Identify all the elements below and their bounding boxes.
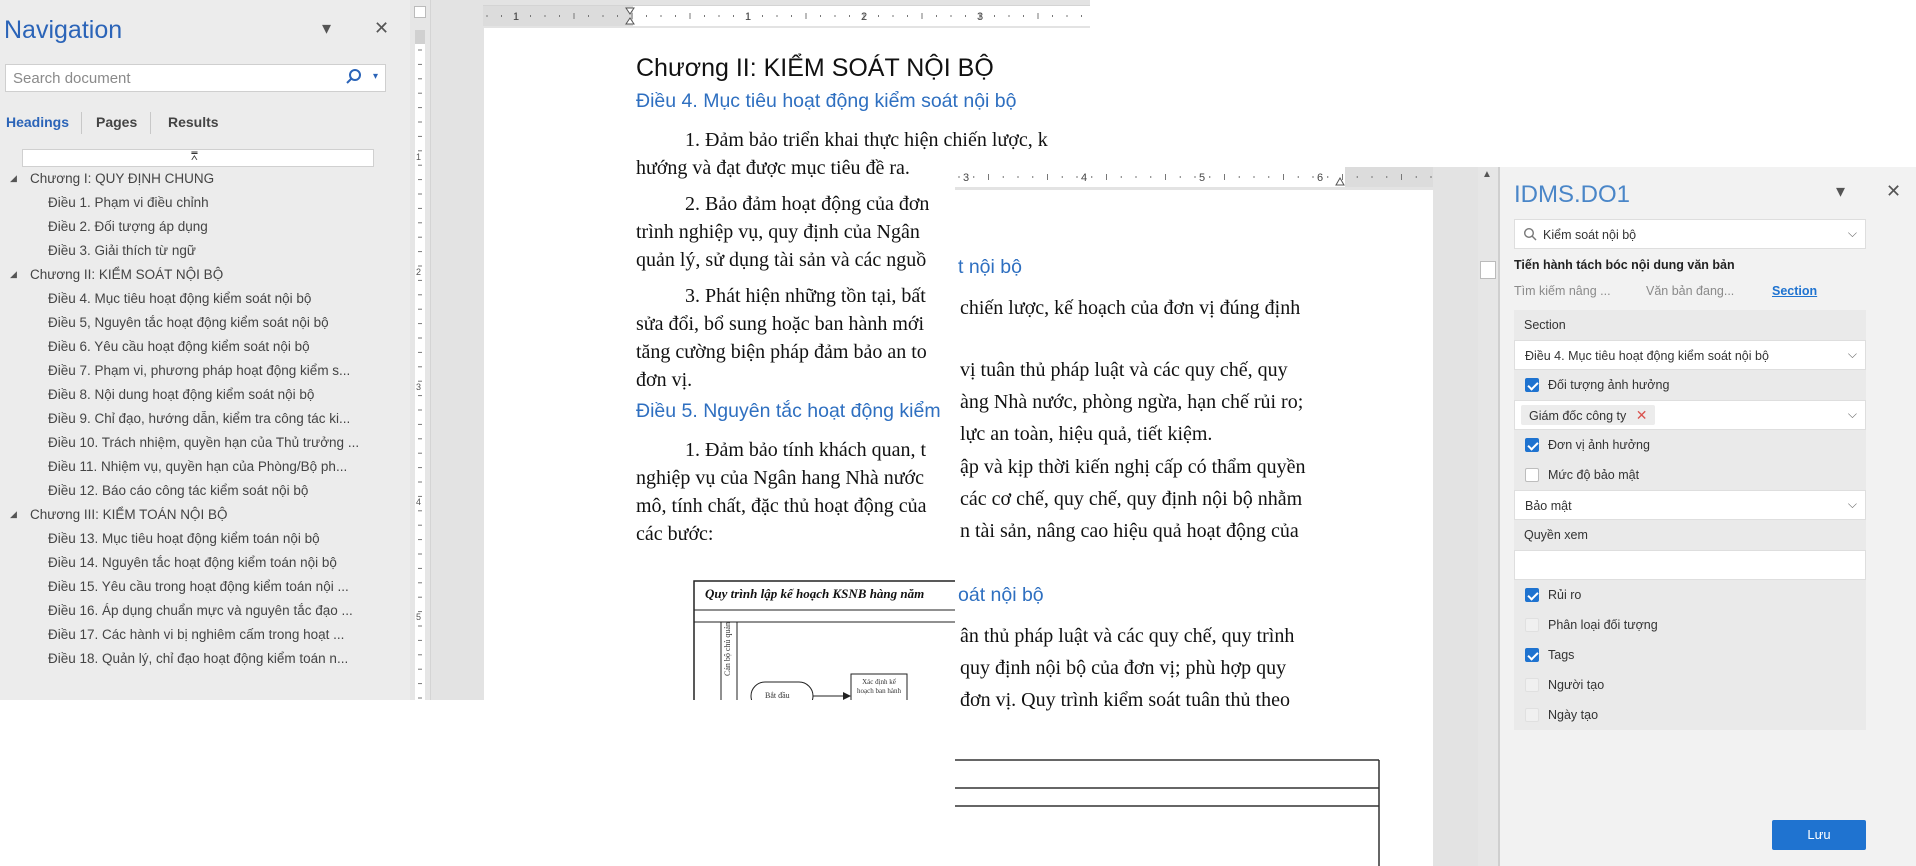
paragraph-line: mô, tính chất, đặc thủ hoạt động của	[636, 495, 927, 517]
paragraph-line: ập và kịp thời kiến nghị cấp có thẩm quyền	[960, 456, 1306, 478]
bao-mat-select[interactable]	[1514, 490, 1866, 520]
tree-item-label: Điều 8. Nội dung hoạt động kiểm soát nội bộ	[48, 387, 315, 402]
save-button[interactable]: Lưu	[1772, 820, 1866, 850]
muc-do-checkbox[interactable]	[1525, 468, 1539, 482]
ruler-number: 3	[963, 172, 970, 184]
checkbox-row-phan-loai[interactable]	[1514, 610, 1866, 640]
paragraph-line: n tài sản, nâng cao hiệu quả hoạt động của	[960, 520, 1299, 542]
tree-article-item[interactable]	[0, 552, 400, 574]
close-icon[interactable]: ✕	[374, 18, 390, 38]
collapse-all-bar[interactable]	[22, 149, 374, 167]
paragraph-line: chiến lược, kế hoạch của đơn vị đúng định	[960, 297, 1301, 319]
tree-item-label: Điều 13. Mục tiêu hoạt động kiểm toán nội bộ	[48, 531, 320, 546]
ruler-number: 1	[745, 11, 752, 23]
tree-item-label: Điều 6. Yêu cầu hoạt động kiểm soát nội bộ	[48, 339, 310, 354]
ruler-number: 4	[1081, 172, 1088, 184]
tree-article-item[interactable]	[0, 624, 400, 646]
tree-item-label: Điều 12. Báo cáo công tác kiểm soát nội bộ	[48, 483, 309, 498]
checkbox-row-ngay-tao[interactable]	[1514, 700, 1866, 730]
paragraph-line: các cơ chế, quy chế, quy định nội bộ nhằm	[960, 488, 1303, 510]
checkbox-row-don-vi[interactable]	[1514, 430, 1866, 460]
article-heading: oát nội bộ	[958, 584, 1044, 606]
tree-chapter-item[interactable]	[0, 264, 400, 286]
figure-title: Quy trình lập kế hoạch KSNB hàng năm	[705, 586, 925, 601]
paragraph-line: 1. Đảm bảo tính khách quan, t	[685, 439, 927, 461]
tab-current-document[interactable]: Văn bản đang...	[1646, 284, 1735, 298]
tree-article-item[interactable]	[0, 456, 400, 478]
vruler-number: 5	[416, 612, 422, 622]
vruler-number: 2	[416, 267, 422, 277]
vertical-scrollbar[interactable]	[1478, 167, 1498, 866]
tree-item-label: Điều 15. Yêu cầu trong hoạt động kiểm toán nội ...	[48, 579, 349, 594]
section-label: Section	[1524, 318, 1566, 332]
scroll-up-icon[interactable]: ▲	[1482, 169, 1492, 180]
article-heading: t nội bộ	[958, 256, 1022, 278]
idms-task-pane	[1500, 167, 1916, 866]
collapse-all-icon[interactable]: ⩞	[191, 151, 198, 163]
doi-tuong-select[interactable]	[1514, 400, 1866, 430]
tree-item-label: Điều 7. Phạm vi, phương pháp hoạt động kiểm s...	[48, 363, 351, 378]
table-outline	[955, 758, 1433, 866]
tab-results[interactable]: Results	[168, 114, 219, 130]
first-line-indent-marker[interactable]	[626, 8, 634, 14]
tree-article-item[interactable]	[0, 312, 400, 334]
paragraph-line: các bước:	[636, 523, 714, 545]
scroll-thumb[interactable]	[1480, 261, 1496, 279]
vruler-number: 1	[416, 152, 422, 162]
figure-swimlane-label: Cán bộ chủ quản	[723, 622, 732, 676]
chevron-down-icon[interactable]: ⌵	[1847, 497, 1857, 511]
tree-item-label: Điều 3. Giải thích từ ngữ	[48, 243, 196, 258]
ruler-number: 2	[861, 11, 868, 23]
horizontal-ruler-2	[955, 167, 1433, 187]
tree-article-item[interactable]	[0, 480, 400, 502]
tree-article-item[interactable]	[0, 216, 400, 238]
nguoi-tao-label: Người tạo	[1548, 678, 1605, 692]
doi-tuong-checkbox[interactable]	[1525, 378, 1539, 392]
section-select[interactable]	[1514, 340, 1866, 370]
paragraph-line: quy định nội bộ của đơn vị; phù hợp quy	[960, 657, 1287, 679]
tree-item-label: Điều 9. Chỉ đạo, hướng dẫn, kiểm tra công tác ki...	[48, 411, 351, 426]
chapter-heading: Chương II: KIỂM SOÁT NỘI BỘ	[636, 54, 994, 82]
doi-tuong-label: Đối tượng ảnh hưởng	[1548, 378, 1670, 392]
don-vi-label: Đơn vị ảnh hưởng	[1548, 438, 1650, 452]
horizontal-ruler	[483, 5, 1090, 26]
paragraph-line: đơn vị.	[636, 369, 693, 391]
vertical-ruler-strip	[415, 30, 425, 700]
paragraph-line: lực an toàn, hiệu quả, tiết kiệm.	[960, 423, 1213, 445]
tree-item-label: Điều 5, Nguyên tắc hoạt động kiểm soát nội bộ	[48, 315, 329, 330]
tree-chapter-item[interactable]	[0, 168, 400, 190]
close-icon[interactable]: ✕	[1886, 181, 1902, 201]
paragraph-line: đơn vị. Quy trình kiểm soát tuân thủ theo	[960, 689, 1290, 711]
tree-item-label: Điều 10. Trách nhiệm, quyền hạn của Thủ trưởng ...	[48, 435, 360, 450]
pane-options-chevron-icon[interactable]: ▾	[1836, 181, 1846, 201]
ruler-ticks	[483, 6, 1090, 26]
search-icon	[1523, 227, 1537, 244]
don-vi-checkbox[interactable]	[1525, 438, 1539, 452]
paragraph-line: àng Nhà nước, phòng ngừa, hạn chế rủi ro;	[960, 391, 1304, 413]
vruler-number: 3	[416, 382, 422, 392]
paragraph-line: nghiệp vụ của Ngân hang Nhà nước	[636, 467, 924, 489]
chevron-down-icon[interactable]: ⌵	[1847, 226, 1857, 240]
tree-item-label: Điều 16. Áp dụng chuẩn mực và nguyên tắc đạo ...	[48, 603, 353, 618]
paragraph-line: ân thủ pháp luật và các quy chế, quy trình	[960, 625, 1295, 647]
tab-headings[interactable]: Headings	[6, 114, 70, 130]
bao-mat-value: Bảo mật	[1525, 499, 1572, 513]
paragraph-line: tăng cường biện pháp đảm bảo an to	[636, 341, 927, 363]
search-options-chevron-icon[interactable]: ▾	[372, 71, 378, 82]
vertical-ruler-ticks	[415, 30, 425, 700]
pane-options-chevron-icon[interactable]: ▾	[322, 18, 332, 38]
tags-checkbox[interactable]	[1525, 648, 1539, 662]
vruler-number: 4	[416, 497, 422, 507]
tree-item-label: Điều 14. Nguyên tắc hoạt động kiểm toán nội bộ	[48, 555, 337, 570]
muc-do-label: Mức độ bảo mật	[1548, 468, 1640, 482]
idms-title: IDMS.DO1	[1514, 181, 1631, 208]
article-heading: Điều 4. Mục tiêu hoạt động kiểm soát nội bộ	[636, 90, 1017, 112]
tree-item-label: Điều 18. Quản lý, chỉ đạo hoạt động kiểm toán n...	[48, 651, 349, 666]
tree-article-item[interactable]	[0, 408, 400, 430]
tree-chapter-item[interactable]	[0, 504, 400, 526]
tab-section[interactable]: Section	[1772, 284, 1818, 298]
checkbox-row-muc-do[interactable]	[1514, 460, 1866, 490]
section-select-value: Điều 4. Mục tiêu hoạt động kiểm soát nội bộ	[1525, 349, 1769, 363]
ngay-tao-checkbox[interactable]	[1525, 708, 1539, 722]
tab-pages[interactable]: Pages	[96, 114, 138, 130]
expand-arrow-icon[interactable]: ◢	[10, 509, 17, 519]
rui-ro-label: Rủi ro	[1548, 588, 1582, 602]
tree-article-item[interactable]	[0, 384, 400, 406]
tab-advanced-search[interactable]: Tìm kiếm nâng ...	[1514, 284, 1611, 298]
tree-article-item[interactable]	[0, 288, 400, 310]
tab-divider	[81, 112, 82, 134]
tree-article-item[interactable]	[0, 528, 400, 550]
remove-tag-icon[interactable]: ✕	[1635, 407, 1648, 423]
quyen-xem-input[interactable]	[1514, 550, 1866, 580]
nguoi-tao-checkbox[interactable]	[1525, 678, 1539, 692]
quyen-xem-label-row	[1514, 520, 1866, 550]
tree-item-label: Điều 1. Phạm vi điều chỉnh	[48, 195, 209, 210]
paragraph-line: vị tuân thủ pháp luật và các quy chế, quy	[960, 359, 1288, 381]
tree-item-label: Chương I: QUY ĐỊNH CHUNG	[30, 171, 215, 186]
navigation-pane	[0, 0, 411, 700]
quyen-xem-label: Quyền xem	[1524, 528, 1588, 542]
tree-article-item[interactable]	[0, 648, 400, 670]
idms-search-input[interactable]	[1514, 219, 1866, 249]
paragraph-line: sửa đổi, bổ sung hoặc ban hành mới	[636, 313, 925, 335]
expand-arrow-icon[interactable]: ◢	[10, 269, 17, 279]
paragraph-line: hướng và đạt được mục tiêu đề ra.	[636, 157, 910, 179]
vertical-ruler	[410, 0, 431, 700]
phan-loai-checkbox[interactable]	[1525, 618, 1539, 632]
paragraph-line: 2. Bảo đảm hoạt động của đơn	[685, 193, 930, 215]
ruler-number: 5	[1199, 172, 1206, 184]
checkbox-row-doi-tuong[interactable]	[1514, 370, 1866, 400]
tree-article-item[interactable]	[0, 240, 400, 262]
phan-loai-label: Phân loại đối tượng	[1548, 618, 1658, 632]
selected-tag	[1521, 405, 1655, 425]
ruler-number: 3	[977, 11, 984, 23]
checkbox-row-tags[interactable]	[1514, 640, 1866, 670]
tags-label: Tags	[1548, 648, 1575, 662]
document-page-2[interactable]	[955, 190, 1433, 866]
tab-divider	[150, 112, 151, 134]
hanging-indent-marker[interactable]	[626, 18, 634, 24]
checkbox-row-nguoi-tao[interactable]	[1514, 670, 1866, 700]
tree-article-item[interactable]	[0, 600, 400, 622]
tree-item-label: Điều 17. Các hành vi bị nghiêm cấm trong hoạt ...	[48, 627, 345, 642]
paragraph-line: quản lý, sử dụng tài sản và các nguồ	[636, 249, 927, 271]
rui-ro-checkbox[interactable]	[1525, 588, 1539, 602]
ruler-ticks	[955, 167, 1433, 187]
tree-item-label: Chương III: KIỂM TOÁN NỘI BỘ	[30, 507, 228, 522]
tree-article-item[interactable]	[0, 336, 400, 358]
chevron-down-icon[interactable]: ⌵	[1847, 347, 1857, 361]
ngay-tao-label: Ngày tạo	[1548, 708, 1599, 722]
expand-arrow-icon[interactable]: ◢	[10, 173, 17, 183]
tree-item-label: Điều 2. Đối tượng áp dụng	[48, 219, 208, 234]
ruler-number: 1	[513, 11, 520, 23]
search-document-input[interactable]	[5, 64, 386, 92]
paragraph-line: 3. Phát hiện những tồn tại, bất	[685, 285, 926, 307]
checkbox-row-rui-ro[interactable]	[1514, 580, 1866, 610]
tab-selector-icon[interactable]	[414, 6, 426, 18]
tree-article-item[interactable]	[0, 192, 400, 214]
tree-item-label: Chương II: KIỂM SOÁT NỘI BỘ	[30, 267, 224, 282]
section-label-row	[1514, 310, 1866, 340]
ruler-number: 6	[1317, 172, 1324, 184]
paragraph-line: trình nghiệp vụ, quy định của Ngân	[636, 221, 920, 243]
tree-item-label: Điều 4. Mục tiêu hoạt động kiểm soát nội bộ	[48, 291, 312, 306]
tree-item-label: Điều 11. Nhiệm vụ, quyền hạn của Phòng/Bộ ph...	[48, 459, 348, 474]
figure-process-node: Xác định kế hoạch ban hành	[857, 678, 901, 695]
paragraph-line: 1. Đảm bảo triển khai thực hiện chiến lược, k	[685, 129, 1048, 151]
tree-article-item[interactable]	[0, 576, 400, 598]
search-icon[interactable]	[345, 68, 363, 91]
search-value: Kiểm soát nội bộ	[1543, 228, 1637, 242]
article-heading: Điều 5. Nguyên tắc hoạt động kiểm	[636, 400, 941, 422]
tree-article-item[interactable]	[0, 360, 400, 382]
navigation-title: Navigation	[4, 16, 123, 44]
chevron-down-icon[interactable]: ⌵	[1847, 407, 1857, 421]
figure-start-node: Bắt đầu	[765, 691, 790, 700]
tree-article-item[interactable]	[0, 432, 400, 454]
selected-tag-label: Giám đốc công ty	[1529, 409, 1627, 423]
pane-subtitle: Tiến hành tách bóc nội dung văn bản	[1514, 258, 1735, 272]
search-placeholder: Search document	[13, 70, 131, 87]
